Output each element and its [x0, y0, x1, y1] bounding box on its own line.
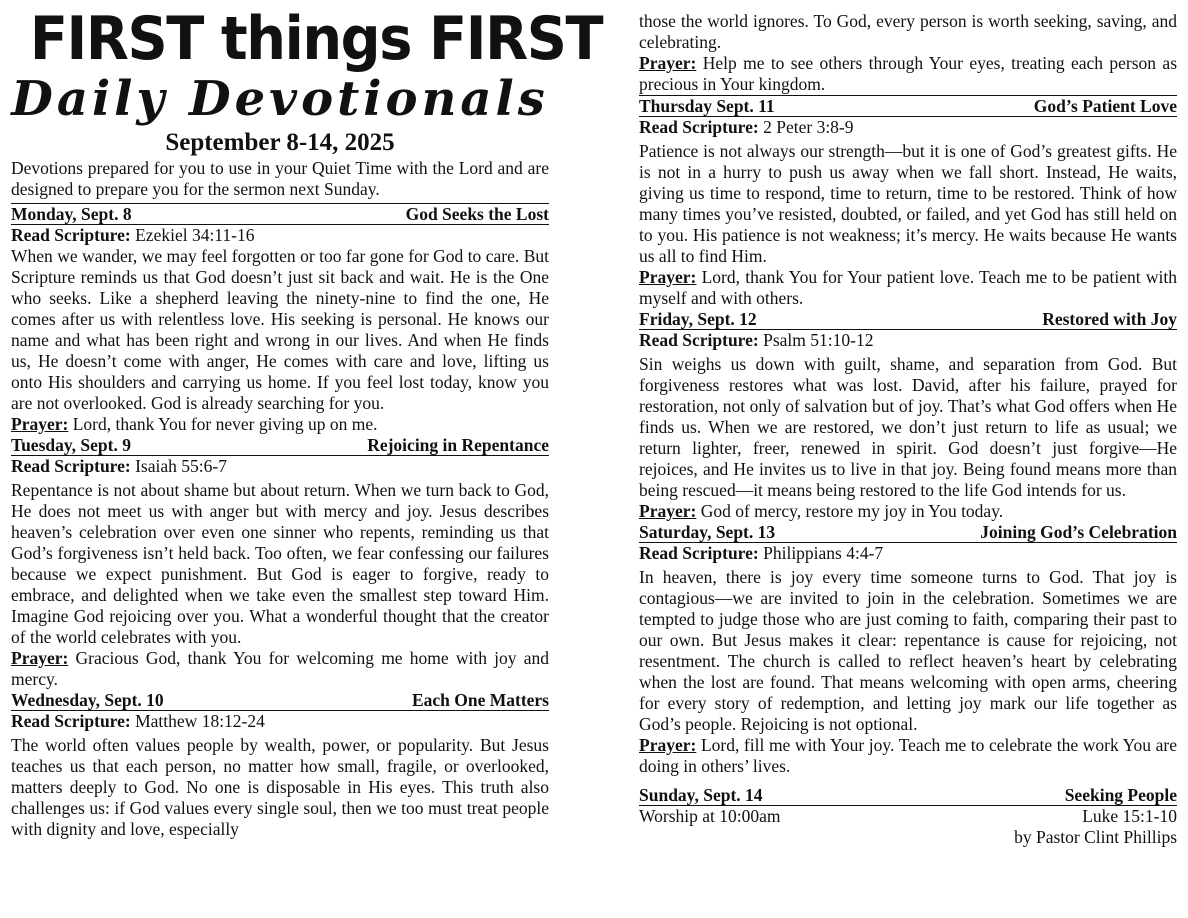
bulletin-title: FIRST things FIRST	[29, 4, 603, 74]
prayer	[639, 267, 1177, 309]
prayer-label: Prayer:	[639, 53, 697, 73]
sermon-sunday	[639, 785, 1177, 848]
devotion-saturday	[639, 522, 1177, 777]
devotion-body: In heaven, there is joy every time someone turns to God. That joy is contagious—we are invited to join in the celebration. Sometimes we are tempted to judge those who are just coming to faith, comparing their past to our own. But Jesus makes it clear: repentance is cause for rejoicing, not resentment. The church is called to reflect heaven’s heart by celebrating when the lost are found. That means welcoming with open arms, cheering for every story of redemption, and letting joy mark our life together as God’s people. Rejoicing is not optional.	[639, 567, 1177, 734]
day-label: Wednesday, Sept. 10	[11, 690, 164, 710]
day-header	[639, 522, 1177, 543]
right-column	[639, 0, 1177, 848]
scripture-text: Ezekiel 34:11-16	[135, 225, 255, 245]
left-column	[11, 0, 603, 840]
day-theme: Each One Matters	[411, 690, 549, 710]
day-label: Friday, Sept. 12	[639, 309, 757, 329]
devotion-monday	[11, 203, 549, 435]
scripture-text: Philippians 4:4-7	[763, 543, 884, 563]
day-theme: Restored with Joy	[1042, 309, 1177, 329]
worship-time: Worship at 10:00am	[639, 806, 781, 826]
day-label: Sunday, Sept. 14	[639, 785, 763, 805]
devotion-body: Patience is not always our strength—but it is one of God’s greatest gifts. He is not in a hurry to push us away when we fall short. Instead, He waits, giving us time to respond, time to return, time to be restored. Think of how many times you’ve resisted, doubted, or failed, and yet God has still held on to you. His patience is not weakness; it’s mercy. He waits because He wants us all to find Him.	[639, 141, 1177, 266]
day-header	[11, 690, 549, 711]
date-range: September 8-14, 2025	[165, 129, 395, 156]
scripture-reference	[11, 711, 549, 732]
devotion-tuesday	[11, 435, 549, 690]
bulletin-subtitle: Daily Devotionals	[11, 71, 549, 127]
prayer-text: God of mercy, restore my joy in You today.	[700, 501, 1004, 521]
prayer-text: Lord, fill me with Your joy. Teach me to celebrate the work You are doing in others’ lives.	[639, 735, 1177, 776]
prayer	[11, 648, 549, 690]
prayer	[639, 501, 1177, 522]
day-theme: Rejoicing in Repentance	[367, 435, 549, 455]
scripture-text: Matthew 18:12-24	[135, 711, 265, 731]
prayer-label: Prayer:	[11, 414, 69, 434]
read-scripture-label: Read Scripture:	[639, 117, 759, 137]
prayer-text: Lord, thank You for never giving up on me.	[72, 414, 378, 434]
scripture-text: Isaiah 55:6-7	[135, 456, 227, 476]
day-theme: Joining God’s Celebration	[980, 522, 1177, 542]
devotion-body-continued: those the world ignores. To God, every person is worth seeking, saving, and celebrating.	[639, 11, 1177, 52]
scripture-text: 2 Peter 3:8-9	[763, 117, 854, 137]
prayer-label: Prayer:	[639, 735, 697, 755]
prayer-text: Lord, thank You for Your patient love. Teach me to be patient with myself and with others.	[639, 267, 1177, 308]
scripture-reference	[639, 543, 1177, 564]
prayer-label: Prayer:	[639, 501, 697, 521]
scripture-reference	[11, 225, 549, 246]
prayer	[639, 53, 1177, 95]
day-theme: God Seeks the Lost	[405, 204, 549, 224]
scripture-reference	[11, 456, 549, 477]
day-header	[639, 309, 1177, 330]
read-scripture-label: Read Scripture:	[639, 543, 759, 563]
devotion-body: The world often values people by wealth, power, or popularity. But Jesus teaches us that each person, no matter how small, fragile, or overlooked, matters deeply to God. No one is disposable in His eyes. This truth also challenges us: if God values every single soul, then we too must treat people with dignity and love, especially	[11, 735, 549, 839]
prayer	[11, 414, 549, 435]
day-header	[639, 785, 1177, 806]
intro-text: Devotions prepared for you to use in your Quiet Time with the Lord and are designed to prepare you for the sermon next Sunday.	[11, 158, 549, 199]
read-scripture-label: Read Scripture:	[11, 711, 131, 731]
scripture-text: Psalm 51:10-12	[763, 330, 874, 350]
prayer	[639, 735, 1177, 777]
day-header	[11, 435, 549, 456]
worship-row	[639, 806, 1177, 827]
day-label: Monday, Sept. 8	[11, 204, 132, 224]
scripture-reference	[639, 117, 1177, 138]
day-theme: Seeking People	[1064, 785, 1177, 805]
preacher-byline: by Pastor Clint Phillips	[1014, 827, 1177, 847]
day-label: Tuesday, Sept. 9	[11, 435, 131, 455]
day-header	[639, 95, 1177, 117]
read-scripture-label: Read Scripture:	[11, 456, 131, 476]
scripture-reference	[639, 330, 1177, 351]
prayer-text: Help me to see others through Your eyes, treating each person as precious in Your kingdom.	[639, 53, 1177, 94]
sermon-scripture: Luke 15:1-10	[1082, 806, 1177, 826]
devotion-friday	[639, 309, 1177, 522]
devotion-body: Repentance is not about shame but about return. When we turn back to God, He does not meet us with anger but with mercy and joy. Jesus describes heaven’s celebration over even one sinner who repents, reminding us that God’s forgiveness isn’t held back. Too often, we fear confessing our failures because we expect punishment. But God is eager to forgive, ready to embrace, and delighted when we take even the smallest step toward Him. Imagine God rejoicing over you. What a wonderful thought that the creator of the world celebrates with you.	[11, 480, 549, 647]
day-header	[11, 203, 549, 225]
day-label: Thursday Sept. 11	[639, 96, 775, 116]
devotion-thursday	[639, 95, 1177, 309]
day-theme: God’s Patient Love	[1033, 96, 1177, 116]
prayer-text: Gracious God, thank You for welcoming me home with joy and mercy.	[11, 648, 550, 689]
prayer-label: Prayer:	[639, 267, 697, 287]
devotion-body: Sin weighs us down with guilt, shame, and separation from God. But forgiveness restores what was lost. David, after his failure, prayed for restoration, not only of salvation but of joy. That’s what God offers when He finds us. When we are restored, we don’t just return to life as usual; we return lighter, freer, renewed in spirit. God doesn’t just forgive—He rejoices, and He invites us to live in that joy. Being found means more than being rescued—it means being restored to the life God intends for us.	[639, 354, 1177, 500]
devotion-wednesday	[11, 690, 549, 840]
prayer-label: Prayer:	[11, 648, 69, 668]
read-scripture-label: Read Scripture:	[639, 330, 759, 350]
devotion-wednesday-continued	[639, 11, 1177, 95]
devotion-body: When we wander, we may feel forgotten or too far gone for God to care. But Scripture reminds us that God doesn’t just sit back and wait. He is the One who seeks. Like a shepherd leaving the ninety-nine to find the one, He comes after us with relentless love. His seeking is personal. He knows our name and what has been right and wrong in our lives. And when He finds us, He doesn’t come with anger, He comes with care and love, lifting us onto His shoulders and carrying us home. If you feel lost today, know you are not overlooked. God is already searching for you.	[11, 246, 549, 413]
read-scripture-label: Read Scripture:	[11, 225, 131, 245]
day-label: Saturday, Sept. 13	[639, 522, 776, 542]
